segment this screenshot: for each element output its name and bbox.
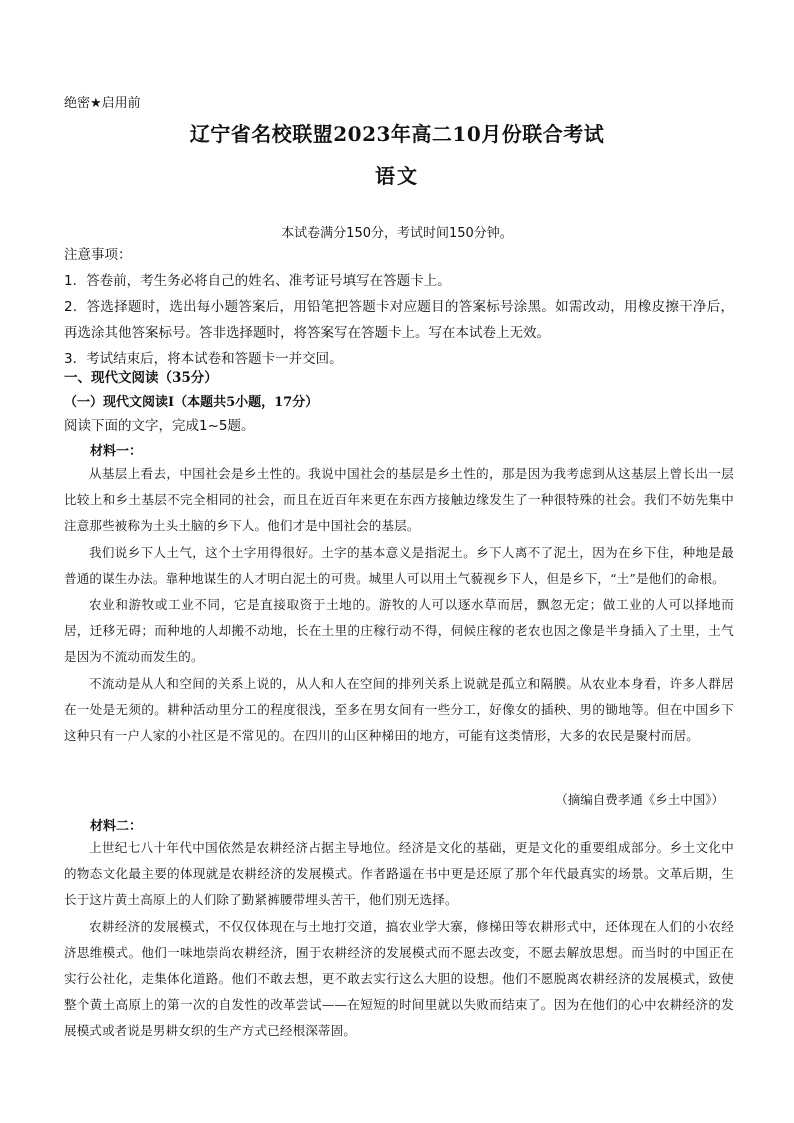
paragraph: 农耕经济的发展模式，不仅仅体现在与土地打交道，搞农业学大寨，修梯田等农耕形式中，还体现在人们的小农经济思维模式。他们一味地崇尚农耕经济，囿于农耕经济的发展模式而不愿去改变，不愿去解放思想。而当时的中国正在实行公社化，走集体化道路。他们不敢去想，更不敢去实行这么大胆的设想。他们不愿脱离农耕经济的发展模式，致使整个黄土高原上的第一次的自发性的改革尝试——在短短的时间里就以失败而结束了。因为在他们的心中农耕经济的发展模式或者说是男耕女织的生产方式已经根深蒂固。 <box>64 918 734 1039</box>
secret-mark: 绝密★启用前 <box>64 96 141 111</box>
paragraph: 从基层上看去，中国社会是乡土性的。我说中国社会的基层是乡土性的，那是因为我考虑到从这基层上曾长出一层比较上和乡土基层不完全相同的社会，而且在近百年来更在东西方接触边缘发生了一种很特殊的社会。我们不妨先集中注意那些被称为土头土脑的乡下人。他们才是中国社会的基层。 <box>64 466 734 534</box>
score-time-line: 本试卷满分150分，考试时间150分钟。 <box>281 226 513 241</box>
part-title: 一、现代文阅读（35分） <box>64 370 218 386</box>
note-item: 3．考试结束后，将本试卷和答题卡一并交回。 <box>64 351 343 367</box>
notes-heading: 注意事项： <box>64 247 132 263</box>
reading-instruction: 阅读下面的文字，完成1~5题。 <box>64 418 255 434</box>
exam-title: 辽宁省名校联盟2023年高二10月份联合考试 <box>189 122 605 146</box>
material-one-text <box>64 461 734 749</box>
note-item: 1．答卷前，考生务必将自己的姓名、准考证号填写在答题卡上。 <box>64 273 451 289</box>
material-one-source: （摘编自费孝通《乡土中国》） <box>555 792 724 807</box>
subject-title: 语文 <box>375 164 419 188</box>
material-one-label: 材料一： <box>90 444 143 459</box>
paragraph: 不流动是从人和空间的关系上说的，从人和人在空间的排列关系上说就是孤立和隔膜。从农业本身看，许多人群居在一处是无须的。耕种活动里分工的程度很浅，至多在男女间有一些分工，好像女的插秧、男的锄地等。但在中国乡下这种只有一户人家的小社区是不常见的。在四川的山区种梯田的地方，可能有这类情形，大多的农民是聚村而居。 <box>64 675 734 744</box>
subsection-title: （一）现代文阅读Ⅰ（本题共5小题，17分） <box>64 395 319 410</box>
paragraph: 农业和游牧或工业不同，它是直接取资于土地的。游牧的人可以逐水草而居，飘忽无定；做工业的人可以择地而居，迁移无碍；而种地的人却搬不动地，长在土里的庄稼行动不得，伺候庄稼的老农也因之像是半身插入了土里，土气是因为不流动而发生的。 <box>64 597 734 665</box>
material-two-text <box>64 835 734 1045</box>
paragraph: 上世纪七八十年代中国依然是农耕经济占据主导地位。经济是文化的基础，更是文化的重要组成部分。乡土文化中的物态文化最主要的体现就是农耕经济的发展模式。作者路遥在书中更是还原了那个年代最真实的场景。文革后期，生长于这片黄土高原上的人们除了勤紧裤腰带埋头苦干，他们别无选择。 <box>64 840 734 908</box>
exam-notes <box>64 242 734 372</box>
paragraph: 我们说乡下人土气，这个土字用得很好。土字的基本意义是指泥土。乡下人离不了泥土，因为在乡下住，种地是最普通的谋生办法。靠种地谋生的人才明白泥土的可贵。城里人可以用土气藐视乡下人，但是乡下，“土”是他们的命根。 <box>64 544 734 586</box>
note-item: 2．答选择题时，选出每小题答案后，用铅笔把答题卡对应题目的答案标号涂黑。如需改动，用橡皮擦干净后，再选涂其他答案标号。答非选择题时，将答案写在答题卡上。写在本试卷上无效。 <box>64 299 734 341</box>
material-two-label: 材料二： <box>90 819 143 834</box>
